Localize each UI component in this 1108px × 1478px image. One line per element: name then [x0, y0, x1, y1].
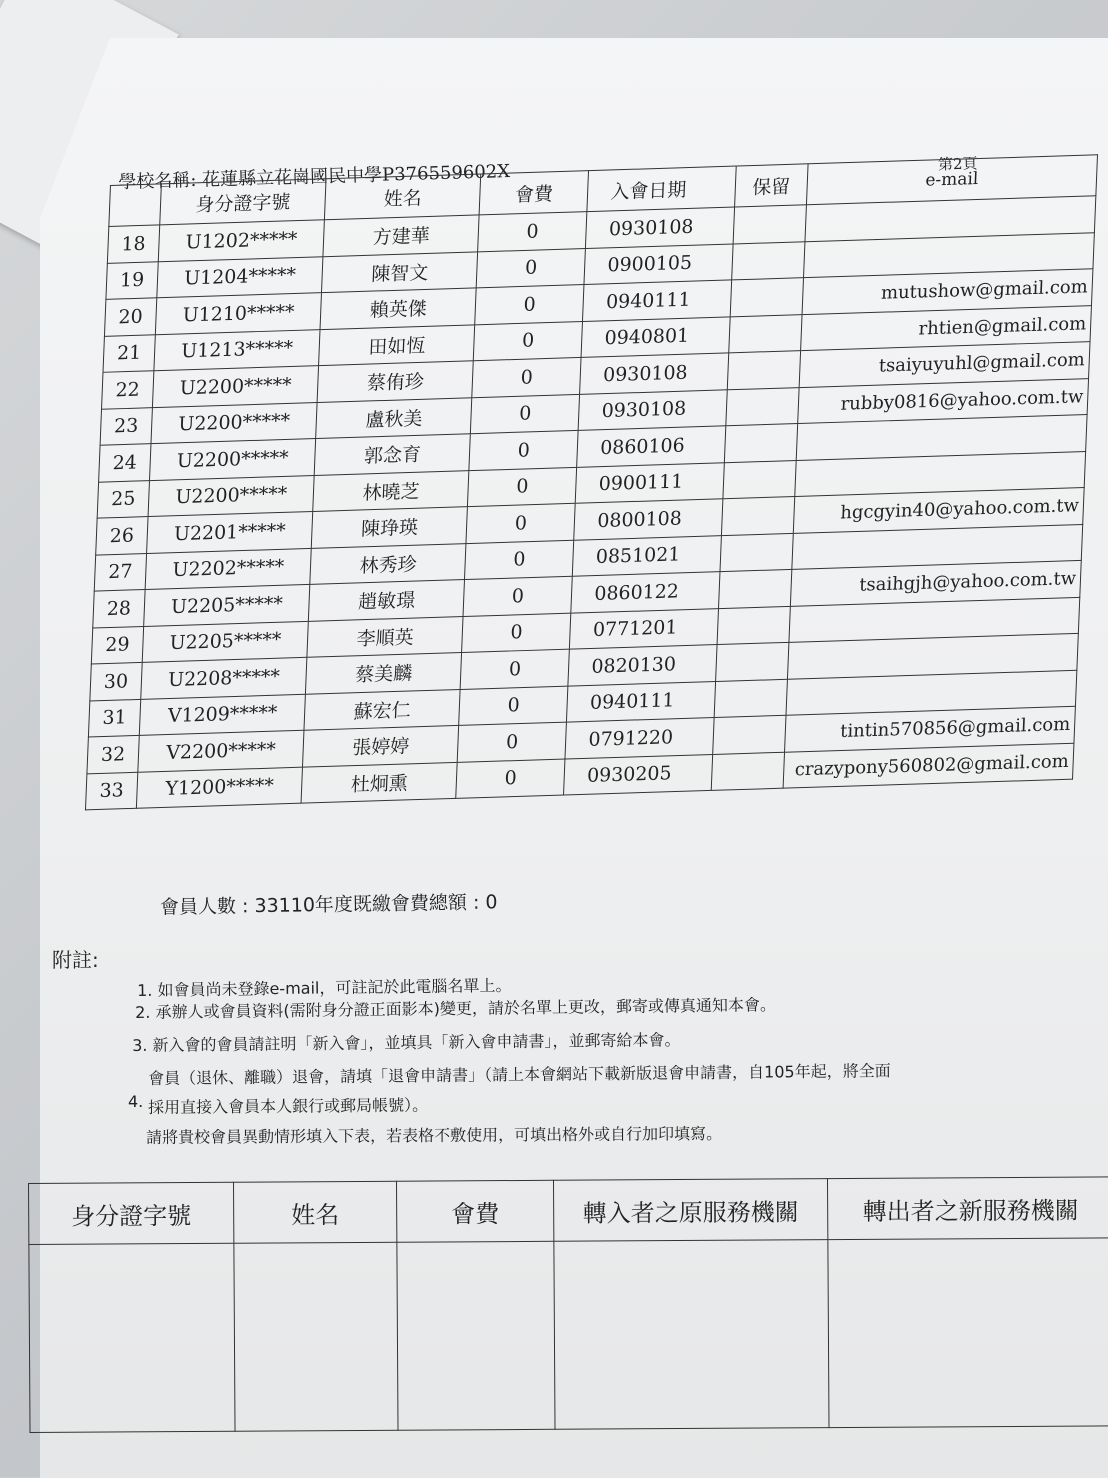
member-id: U1213*****: [154, 329, 320, 371]
member-fee: 0: [463, 576, 572, 616]
blank-cell: [29, 1243, 235, 1432]
change-header-transfer-out: 轉出者之新服務機關: [827, 1177, 1108, 1240]
member-join-date: 0820130: [568, 645, 717, 686]
member-email: tsaihgjh@yahoo.com.tw: [790, 560, 1081, 605]
member-id: U1204*****: [157, 256, 323, 298]
member-fee: 0: [475, 285, 584, 325]
row-number: 21: [103, 334, 155, 372]
member-join-date: 0800108: [574, 499, 723, 540]
page-number: 第2頁: [937, 154, 978, 174]
member-name: 趙敏璟: [309, 580, 465, 621]
member-name: 李順英: [307, 616, 463, 657]
member-id: V2200*****: [138, 730, 304, 772]
change-header-transfer-in: 轉入者之原服務機關: [553, 1179, 827, 1242]
row-number: 31: [88, 699, 140, 737]
member-id: U2200*****: [151, 402, 317, 444]
row-number: 28: [93, 589, 145, 627]
row-number: 23: [100, 407, 152, 445]
member-name: 方建華: [323, 215, 479, 256]
member-reserved: [719, 569, 792, 608]
member-join-date: 0930108: [586, 207, 735, 248]
note-4-line-2: 採用直接入會員本人銀行或郵局帳號）。: [148, 1095, 429, 1117]
member-fee: 0: [472, 357, 581, 397]
member-table: [85, 154, 1098, 810]
member-email: crazypony560802@gmail.com: [783, 743, 1074, 788]
note-2: 2. 承辦人或會員資料(需附身分證正面影本)變更，請於名單上更改，郵寄或傳真通知本會。: [135, 995, 777, 1022]
row-number: 29: [91, 626, 143, 664]
member-join-date: 0930108: [579, 389, 728, 430]
member-id: U2205*****: [142, 621, 308, 663]
member-id: V1209*****: [139, 694, 305, 736]
blank-cell: [828, 1238, 1108, 1428]
member-join-date: 0791220: [565, 717, 714, 758]
row-number: 24: [99, 444, 151, 482]
member-reserved: [724, 424, 797, 463]
member-id: U2205*****: [144, 584, 310, 626]
member-join-date: 0940801: [581, 316, 730, 357]
member-reserved: [717, 606, 790, 645]
member-id: U1210*****: [155, 293, 321, 335]
member-id: U2200*****: [149, 439, 315, 481]
change-table-blank-row: [29, 1238, 1108, 1433]
row-number: 32: [87, 735, 139, 773]
member-email: tintin570856@gmail.com: [784, 706, 1075, 751]
member-join-date: 0771201: [570, 608, 719, 649]
row-number: 33: [85, 772, 137, 810]
school-name: 學校名稱: 花蓮縣立花崗國民中學P376559602X: [118, 161, 511, 193]
change-header-id: 身分證字號: [29, 1182, 234, 1244]
header-name: 姓名: [325, 174, 481, 220]
member-name: 賴英傑: [320, 288, 476, 329]
member-name: 林秀珍: [310, 543, 466, 584]
member-reserved: [714, 679, 787, 718]
member-id: U2200*****: [148, 475, 314, 517]
note-4-number: 4.: [128, 1092, 144, 1111]
header-reserved: 保留: [735, 164, 808, 207]
member-name: 杜炯熏: [301, 762, 457, 803]
header-number: [109, 184, 161, 227]
member-reserved: [730, 278, 803, 317]
member-fee: 0: [457, 722, 566, 762]
member-join-date: 0900105: [584, 243, 733, 284]
notes-title: 附註:: [52, 948, 99, 972]
member-fee: 0: [462, 613, 571, 653]
row-number: 18: [107, 225, 159, 263]
member-join-date: 0860122: [571, 572, 720, 613]
member-id: U2200*****: [152, 366, 318, 408]
change-header-fee: 會費: [396, 1180, 553, 1242]
member-name: 盧秋美: [316, 397, 472, 438]
blank-cell: [554, 1240, 829, 1430]
header-fee: 會費: [479, 171, 589, 215]
member-reserved: [716, 642, 789, 681]
member-name: 田如恆: [319, 324, 475, 365]
header-email: e-mail: [806, 155, 1097, 205]
member-name: 蘇宏仁: [304, 689, 460, 730]
member-fee: 0: [474, 321, 583, 361]
member-fee: 0: [460, 649, 569, 689]
member-fee: 0: [465, 540, 574, 580]
member-reserved: [727, 351, 800, 390]
member-join-date: 0851021: [573, 535, 722, 576]
member-join-date: 0940111: [567, 681, 716, 722]
member-name: 陳琤瑛: [312, 507, 468, 548]
member-name: 蔡侑珍: [317, 361, 473, 402]
member-email: mutushow@gmail.com: [802, 269, 1093, 314]
change-table-header: [29, 1177, 1108, 1245]
row-number: 19: [106, 261, 158, 299]
member-id: Y1200*****: [136, 767, 302, 809]
member-email: rubby0816@yahoo.com.tw: [797, 378, 1088, 423]
member-fee: 0: [478, 212, 587, 252]
member-fee: 0: [456, 759, 565, 799]
row-number: 26: [96, 517, 148, 555]
member-email: rhtien@gmail.com: [800, 305, 1091, 350]
member-join-date: 0930205: [564, 754, 713, 795]
note-3: 3. 新入會的會員請註明「新入會」，並填具「新入會申請書」，並郵寄給本會。: [132, 1030, 681, 1055]
member-reserved: [729, 314, 802, 353]
member-name: 郭念育: [314, 434, 470, 475]
member-id: U2201*****: [147, 511, 313, 553]
member-fee: 0: [476, 248, 585, 288]
note-1: 1. 如會員尚未登錄e-mail，可註記於此電腦名單上。: [137, 975, 512, 1000]
header-join-date: 入會日期: [587, 166, 736, 212]
member-name: 林曉芝: [313, 470, 469, 511]
member-join-date: 0930108: [580, 353, 729, 394]
member-name: 蔡美麟: [306, 652, 462, 693]
member-reserved: [722, 496, 795, 535]
row-number: 30: [90, 662, 142, 700]
member-id: U2202*****: [145, 548, 311, 590]
member-email: hgcgyin40@yahoo.com.tw: [793, 487, 1084, 532]
member-reserved: [713, 715, 786, 754]
note-4-line-1: 會員（退休、離職）退會，請填「退會申請書」（請上本會網站下載新版退會申請書，自105年起，將全面: [148, 1061, 891, 1088]
member-join-date: 0860106: [577, 426, 726, 467]
header-id: 身分證字號: [160, 179, 327, 225]
member-fee: 0: [459, 686, 568, 726]
member-fee: 0: [468, 467, 577, 507]
member-summary: 會員人數 : 33110年度既繳會費總額 : 0: [159, 891, 498, 919]
member-reserved: [732, 241, 805, 280]
member-id: U1202*****: [158, 220, 324, 262]
row-number: 20: [104, 298, 156, 336]
member-name: 張婷婷: [303, 725, 459, 766]
member-email: tsaiyuyuhl@gmail.com: [799, 342, 1090, 387]
member-fee: 0: [471, 394, 580, 434]
member-fee: 0: [469, 430, 578, 470]
member-change-table: [28, 1176, 1108, 1433]
member-name: 陳智文: [322, 251, 478, 292]
member-reserved: [726, 387, 799, 426]
row-number: 25: [97, 480, 149, 518]
member-join-date: 0900111: [576, 462, 725, 503]
member-join-date: 0940111: [583, 280, 732, 321]
note-instruction: 請將貴校會員異動情形填入下表，若表格不敷使用，可填出格外或自行加印填寫。: [146, 1123, 723, 1147]
row-number: 27: [94, 553, 146, 591]
member-id: U2208*****: [141, 657, 307, 699]
blank-cell: [234, 1242, 398, 1431]
member-fee: 0: [466, 503, 575, 543]
member-reserved: [711, 752, 784, 791]
row-number: 22: [102, 371, 154, 409]
member-reserved: [720, 533, 793, 572]
blank-cell: [397, 1241, 555, 1430]
member-reserved: [723, 460, 796, 499]
change-header-name: 姓名: [233, 1181, 396, 1243]
member-reserved: [733, 205, 806, 244]
